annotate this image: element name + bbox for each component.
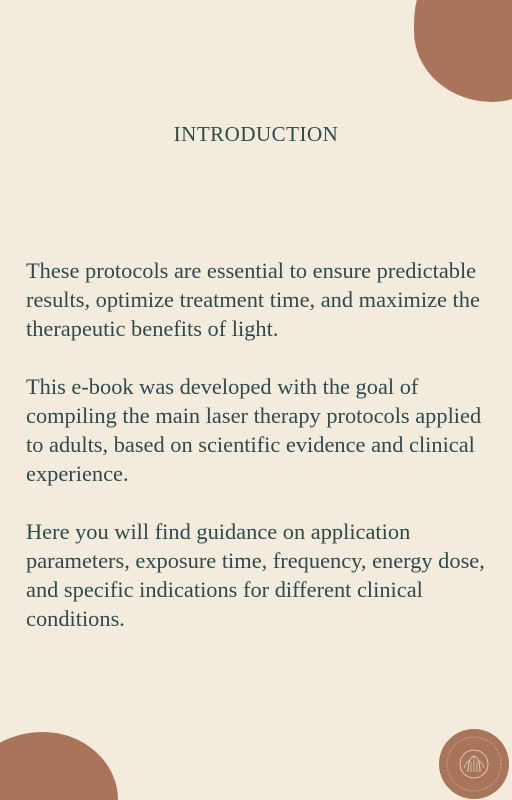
decorative-blob-bottom	[0, 732, 118, 800]
logo-seal-icon	[438, 728, 510, 800]
body-text	[26, 256, 496, 662]
paragraph-2: This e-book was developed with the goal of compiling the main laser therapy protocols applied to adults, based on scientific evidence and clinical experience.	[26, 374, 482, 486]
decorative-blob-top	[414, 0, 512, 102]
paragraph-3: Here you will find guidance on application parameters, exposure time, frequency, energy dose, and specific indications for different clinical conditions.	[26, 519, 485, 631]
paragraph-1: These protocols are essential to ensure predictable results, optimize treatment time, and maximize the therapeutic benefits of light.	[26, 258, 480, 341]
page-title: INTRODUCTION	[173, 122, 339, 146]
